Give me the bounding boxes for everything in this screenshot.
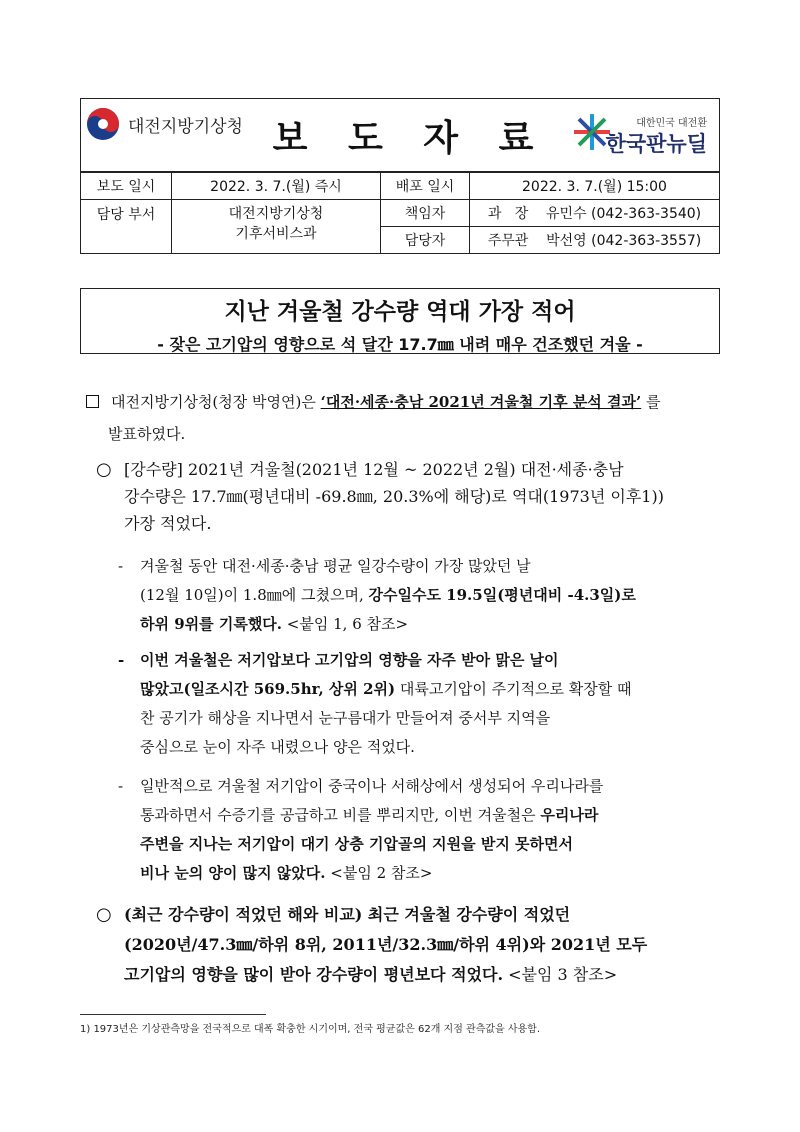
- headline-main: 지난 겨울철 강수량 역대 가장 적어: [224, 299, 576, 325]
- section-precipitation-text: [124, 456, 724, 537]
- org-logo-block: [86, 104, 243, 144]
- org-name: 대전지방기상청: [128, 116, 243, 137]
- headline-sub: - 잦은 고기압의 영향으로 석 달간 17.7㎜ 내려 매우 건조했던 겨울 -: [157, 335, 643, 354]
- intro-suffix: 를: [641, 393, 661, 411]
- square-bullet-icon: [86, 395, 99, 408]
- detail1-line-2b: 강수일수도 19.5일(평년대비 -4.3일)로: [368, 586, 636, 604]
- section2-line-3: [124, 960, 724, 990]
- intro-prefix: 대전지방기상청(청장 박영연)은: [111, 393, 321, 411]
- release-info-table: [80, 172, 720, 254]
- detail2-line-4: 중심으로 눈이 자주 내렸으나 양은 적었다.: [140, 738, 415, 756]
- staff-label: 담당자: [381, 227, 470, 254]
- detail1-line-2: [140, 581, 730, 610]
- distribution-date-label: 배포 일시: [381, 173, 470, 200]
- detail3-line-2a: 통과하면서 수증기를 공급하고 비를 뿌리지만, 이번 겨울철은: [140, 806, 541, 824]
- brand-name: 한국판뉴딜: [605, 132, 707, 156]
- dept-line-2: 기후서비스과: [235, 226, 317, 242]
- detail2-line-2a: 많았고(일조시간 569.5hr, 상위 2위): [140, 680, 396, 698]
- section1-line-3: 가장 적었다.: [124, 514, 212, 533]
- headline-box: [80, 288, 720, 354]
- detail1-line-3: [140, 610, 730, 639]
- release-date-label: 보도 일시: [81, 173, 172, 200]
- section-comparison: [96, 900, 726, 984]
- detail1-line-2a: (12월 10일)이 1.8㎜에 그쳤으며,: [140, 586, 369, 604]
- circle-bullet-icon: ○: [96, 904, 112, 925]
- detail3-line-1: 일반적으로 겨울철 저기압이 중국이나 서해상에서 생성되어 우리나라를: [140, 777, 604, 795]
- doc-type-title: 보 도 자 료: [272, 118, 548, 159]
- detail2-line-1: 이번 겨울철은 저기압보다 고기압의 영향을 자주 받아 맑은 날이: [140, 651, 559, 669]
- section-precipitation: [96, 456, 726, 533]
- manager-label: 책임자: [381, 200, 470, 227]
- intro-title: ‘대전·세종·충남 2021년 겨울철 기후 분석 결과’: [320, 393, 642, 411]
- detail1-text: [140, 552, 730, 639]
- distribution-date-value: 2022. 3. 7.(월) 15:00: [470, 173, 720, 200]
- table-row: [81, 200, 720, 227]
- detail2-text: [140, 646, 730, 762]
- detail1-line-3b: <붙임 1, 6 참조>: [282, 615, 409, 633]
- section2-line-3b: <붙임 3 참조>: [503, 965, 618, 984]
- detail2-line-2: [140, 675, 730, 704]
- intro-line-2: 발표하였다.: [108, 425, 186, 443]
- detail2-line-2b: 대륙고기압이 주기적으로 확장할 때: [395, 680, 632, 698]
- intro-paragraph: [86, 390, 726, 414]
- section1-line-1: [강수량] 2021년 겨울철(2021년 12월 ~ 2022년 2월) 대전·세종·충남: [124, 460, 624, 479]
- brand-slogan: 대한민국 대전환: [636, 118, 707, 129]
- release-date-value: 2022. 3. 7.(월) 즉시: [172, 173, 381, 200]
- section2-line-1: (최근 강수량이 적었던 해와 비교) 최근 겨울철 강수량이 적었던: [124, 905, 571, 924]
- section-comparison-text: [124, 900, 724, 990]
- dash-bullet: -: [118, 651, 125, 669]
- section2-line-2: (2020년/47.3㎜/하위 8위, 2011년/32.3㎜/하위 4위)와 2021년 모두: [124, 935, 648, 954]
- detail1-line-3a: 하위 9위를 기록했다.: [140, 615, 283, 633]
- dash-bullet: -: [118, 777, 124, 795]
- dept-label: 담당 부서: [81, 200, 172, 254]
- circle-bullet-icon: ○: [96, 459, 112, 480]
- dept-value: [172, 200, 381, 254]
- staff-value: 주무관 박선영 (042-363-3557): [470, 227, 720, 254]
- detail2-line-3: 찬 공기가 해상을 지나면서 눈구름대가 만들어져 중서부 지역을: [140, 709, 551, 727]
- detail3-line-4a: 비나 눈의 양이 많지 않았다.: [140, 864, 326, 882]
- footnote: 1) 1973년은 기상관측망을 전국적으로 대폭 확충한 시기이며, 전국 평균값은 62개 지점 관측값을 사용함.: [80, 1024, 541, 1035]
- dept-line-1: 대전지방기상청: [228, 206, 324, 222]
- new-deal-brand: [570, 104, 715, 160]
- detail1-line-1: 겨울철 동안 대전·세종·충남 평균 일강수량이 가장 많았던 날: [140, 557, 531, 575]
- detail3-line-2b: 우리나라: [540, 806, 599, 824]
- government-emblem-icon: [86, 107, 120, 141]
- detail3-line-2: [140, 801, 730, 830]
- footnote-divider: [80, 1014, 266, 1015]
- section2-line-3a: 고기압의 영향을 많이 받아 강수량이 평년보다 적었다.: [124, 965, 504, 984]
- dash-bullet: -: [118, 557, 124, 575]
- detail3-line-4: [140, 859, 730, 888]
- detail3-line-4b: <붙임 2 참조>: [325, 864, 433, 882]
- section1-line-2: 강수량은 17.7㎜(평년대비 -69.8㎜, 20.3%에 해당)로 역대(1973년 이후1)): [124, 487, 664, 506]
- table-row: [81, 173, 720, 200]
- manager-value: 과 장 유민수 (042-363-3540): [470, 200, 720, 227]
- detail3-text: [140, 772, 730, 888]
- detail3-line-3: 주변을 지나는 저기압이 대기 상층 기압골의 지원을 받지 못하면서: [140, 835, 574, 853]
